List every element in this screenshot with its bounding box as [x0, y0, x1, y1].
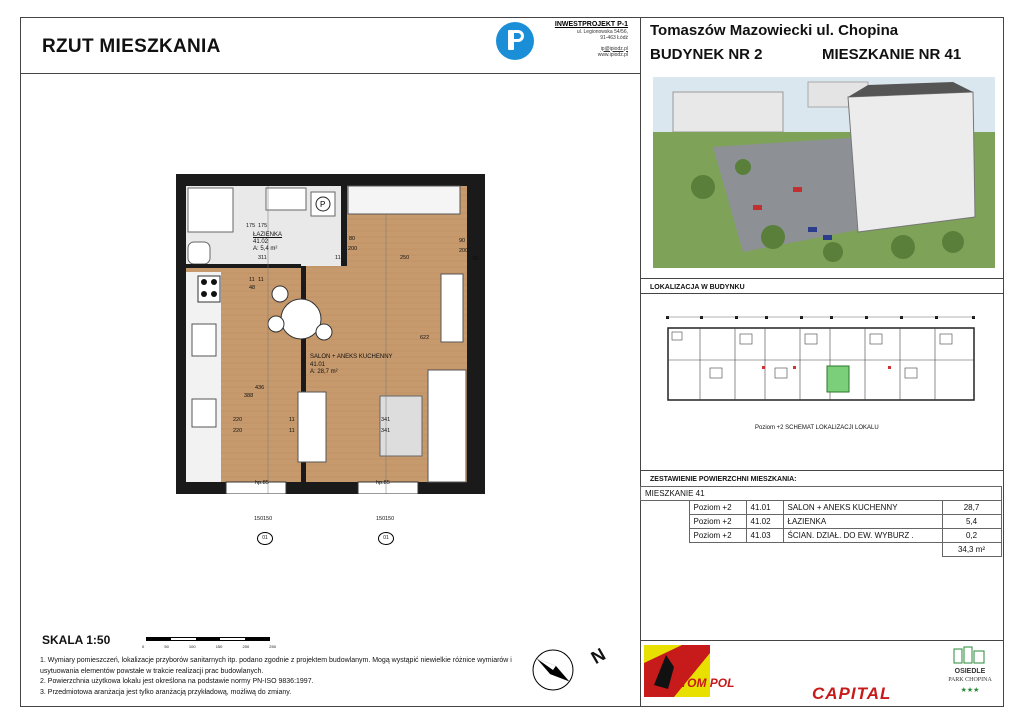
- dim-label: 11: [289, 428, 295, 434]
- dim-label: 150: [376, 516, 386, 522]
- scale-ticks: [142, 644, 276, 649]
- row-name: ŁAZIENKA: [783, 515, 942, 529]
- row-name: SALON + ANEKS KUCHENNY: [783, 501, 942, 515]
- areas-label: ZESTAWIENIE POWIERZCHNI MIESZKANIA:: [650, 476, 797, 483]
- dim-label: 48: [249, 285, 256, 291]
- dim-label: 250: [400, 255, 410, 261]
- floor-plan: [176, 174, 485, 494]
- axis-marker: 01: [257, 532, 273, 545]
- loc-divider: [640, 278, 1004, 279]
- dim-label: 200: [348, 246, 358, 252]
- tompol-text-a: TOM: [680, 676, 707, 690]
- bathroom-label-group: [253, 232, 282, 253]
- building-schematic: [660, 300, 982, 412]
- dim-label: 80: [349, 236, 356, 242]
- company-web: www.ipiodz.pl: [597, 52, 628, 58]
- dim-label: 220: [233, 417, 243, 423]
- compass-icon: [528, 645, 578, 695]
- bathroom-area: A: 5,4 m²: [253, 246, 278, 252]
- scale-label: SKALA 1:50: [42, 633, 111, 647]
- dim-label: 90: [459, 238, 466, 244]
- row-level: Poziom +2: [689, 529, 746, 543]
- right-panel-divider: [640, 17, 641, 707]
- header-apartment: MIESZKANIE NR 41: [822, 46, 962, 63]
- dim-label: 622: [420, 335, 430, 341]
- scale-tick: 50: [164, 644, 169, 649]
- table-row: [641, 515, 1002, 529]
- axis-marker: 01: [378, 532, 394, 545]
- row-level: Poziom +2: [689, 515, 746, 529]
- table-row: [641, 529, 1002, 543]
- company-address-2: 91-463 Łódź: [600, 35, 628, 41]
- scale-tick: 250: [269, 644, 276, 649]
- dim-label: 436: [255, 385, 265, 391]
- row-code: 41.02: [746, 515, 783, 529]
- living-label: SALON + ANEKS KUCHENNY: [310, 354, 393, 360]
- bathroom-code: 41.02: [253, 239, 269, 245]
- areas-apartment-name: MIESZKANIE 41: [641, 487, 1002, 501]
- estate-name: OSIEDLE: [954, 668, 986, 675]
- company-name: INWESTPROJEKT P-1: [554, 21, 628, 28]
- dim-label: 150: [263, 516, 273, 522]
- areas-divider: [640, 470, 1004, 471]
- dim-label: 28: [472, 256, 479, 262]
- row-area: 0,2: [942, 529, 1001, 543]
- dim-label: 341: [381, 428, 391, 434]
- dim-label: 311: [258, 255, 267, 261]
- header-building: BUDYNEK NR 2: [650, 46, 763, 63]
- row-level: Poziom +2: [689, 501, 746, 515]
- scale-tick: 0: [142, 644, 145, 649]
- dim-label: 220: [233, 428, 243, 434]
- living-label-group: [310, 354, 393, 377]
- page-title: RZUT MIESZKANIA: [42, 36, 221, 57]
- compass-letter: N: [587, 644, 609, 668]
- row-code: 41.03: [746, 529, 783, 543]
- scale-tick: 150: [215, 644, 223, 649]
- svg-text:P: P: [320, 200, 326, 209]
- note-item: 2. Powierzchnia użytkowa lokalu jest określona na podstawie normy PN-ISO 9836:1997.: [40, 678, 314, 685]
- building-rendering-image: [653, 77, 995, 268]
- dim-label: 11: [249, 277, 255, 283]
- scale-tick: 200: [242, 644, 250, 649]
- tompol-text-b: POL: [709, 676, 735, 690]
- row-name: ŚCIAN. DZIAŁ. DO EW. WYBURZ .: [783, 529, 942, 543]
- row-area: 5,4: [942, 515, 1001, 529]
- dim-label: 150: [254, 516, 264, 522]
- dim-label: hp.85: [376, 480, 390, 486]
- logo-divider: [640, 640, 1004, 641]
- dim-label: 11: [335, 255, 341, 261]
- dim-label: 11: [289, 417, 295, 423]
- dim-label: 200: [459, 248, 469, 254]
- scale-bar: [146, 637, 270, 641]
- company-info: [540, 22, 628, 59]
- tompol-text: [680, 676, 734, 690]
- dim-label: 175: [246, 223, 256, 229]
- estate-logo-icon: [950, 645, 990, 665]
- living-code: 41.01: [310, 361, 326, 368]
- company-address-1: ul. Legionowska 54/56,: [576, 28, 628, 35]
- company-email: ip@ipiodz.pl: [600, 45, 628, 52]
- scale-tick: 100: [188, 644, 196, 649]
- living-area: A: 28,7 m²: [310, 369, 338, 375]
- dim-label: 388: [244, 393, 254, 399]
- dim-label: hp.85: [255, 480, 269, 486]
- row-code: 41.01: [746, 501, 783, 515]
- table-row: [641, 501, 1002, 515]
- localization-label: LOKALIZACJA W BUDYNKU: [650, 284, 745, 291]
- row-area: 28,7: [942, 501, 1001, 515]
- localization-caption: Poziom +2 SCHEMAT LOKALIZACJI LOKALU: [755, 425, 879, 431]
- note-item: 1. Wymiary pomieszczeń, lokalizacje przyborów sanitarnych itp. podano zgodnie z projektem budowlanym. Mogą wystąpić niewielkie różnice wymiarów i usytuowania elementów powstałe w trakcie realizacji prac budowlanych.: [40, 657, 512, 675]
- capital-text: CAPITAL: [812, 684, 892, 703]
- dim-label: 11: [258, 277, 264, 283]
- note-item: 3. Przedmiotowa aranżacja jest tylko aranżacją przykładową, możliwą do zmiany.: [40, 688, 292, 696]
- bathroom-label: ŁAZIENKA: [253, 232, 283, 238]
- loc-divider-2: [640, 293, 1004, 294]
- areas-total: 34,3 m²: [942, 543, 1001, 557]
- dim-label: 150: [385, 516, 395, 522]
- notes: [40, 656, 520, 698]
- dim-label: 341: [381, 417, 391, 423]
- dim-label: 175: [258, 223, 268, 229]
- estate-subname: PARK CHOPINA: [948, 677, 992, 683]
- header-location: Tomaszów Mazowiecki ul. Chopina: [650, 22, 899, 39]
- estate-stars: ★★★: [960, 687, 980, 694]
- areas-table: [640, 486, 1002, 557]
- header-divider: [20, 73, 640, 74]
